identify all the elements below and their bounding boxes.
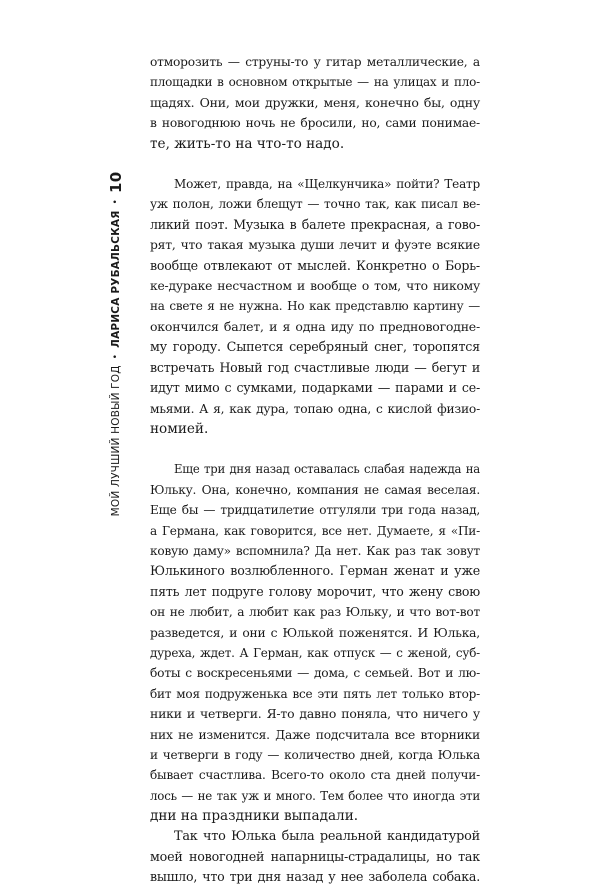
text-line: идут мимо с сумками, подарками — парами и се- xyxy=(150,380,480,396)
paragraph xyxy=(150,52,480,154)
text-line: он не любит, а любит как раз Юльку, и что вот-вот xyxy=(150,605,480,620)
text-line: рят, что такая музыка души лечит и фуэте всякие xyxy=(150,238,480,253)
text-line: них не изменится. Даже подсчитала все вторники xyxy=(150,727,480,742)
text-line: разведется, и они с Юлькой поженятся. И Юлька, xyxy=(150,625,480,640)
text-line: и четверги в году — количество дней, когда Юлька xyxy=(150,748,480,762)
page-body-text xyxy=(150,52,480,888)
text-line: бывает счастлива. Всего-то около ста дней получи- xyxy=(150,768,480,783)
text-line: в новогоднюю ночь не бросили, но, сами понимае- xyxy=(150,116,480,131)
text-line: дни на праздники выпадали. xyxy=(150,808,359,825)
text-line: на свете я не нужна. Но как представлю картину — xyxy=(150,299,480,314)
paragraph xyxy=(150,827,480,888)
paragraph xyxy=(150,459,480,826)
text-line: Еще три дня назад оставалась слабая надежда на xyxy=(174,462,480,477)
text-line: бит моя подруженька все эти пять лет только втор- xyxy=(150,686,480,701)
text-line: вообще отвлекают от мыслей. Конкретно о Борь- xyxy=(150,257,480,273)
text-line: Еще бы — тридцатилетие отгуляли три года назад, xyxy=(150,503,480,518)
paragraph-gap xyxy=(150,439,480,459)
text-line: щадях. Они, мои дружки, меня, конечно бы, одну xyxy=(150,94,480,110)
text-line: лось — не так уж и много. Тем более что иногда эти xyxy=(150,788,480,803)
text-line: те, жить-то на что-то надо. xyxy=(150,135,345,152)
text-line: а Германа, как говорится, все нет. Думаете, я «Пи- xyxy=(150,523,480,538)
text-line: ке-дураке несчастном и вообще о том, что никому xyxy=(150,279,480,294)
text-line: площадки в основном открытые — на улицах и пло- xyxy=(150,75,480,90)
text-line: вышло, что три дня назад у нее заболела собака. xyxy=(150,869,480,885)
text-line: дуреха, ждет. А Герман, как отпуск — с женой, суб- xyxy=(150,645,480,660)
paragraph xyxy=(150,174,480,439)
separator-dot: • xyxy=(111,198,121,205)
text-line: Может, правда, на «Щелкунчика» пойти? Театр xyxy=(174,177,480,192)
text-line: Юльку. Она, конечно, компания не самая веселая. xyxy=(150,482,480,497)
text-line: ники и четверги. Я-то давно поняла, что ничего у xyxy=(150,706,480,722)
text-line: му городу. Сыпется серебряный снег, торопятся xyxy=(150,339,480,355)
paragraph-gap xyxy=(150,154,480,174)
book-series-title: МОЙ ЛУЧШИЙ НОВЫЙ ГОД xyxy=(110,365,122,517)
text-line: мьями. А я, как дура, топаю одна, с кислой физио- xyxy=(150,401,480,416)
text-line: Так что Юлька была реальной кандидатурой xyxy=(174,828,480,844)
page-number: 10 xyxy=(107,171,125,193)
text-line: моей новогодней напарницы-страдалицы, но так xyxy=(150,849,480,865)
text-line: окончился балет, и я одна иду по предновогодне- xyxy=(150,318,480,334)
running-head-text xyxy=(107,172,125,517)
text-line: ковую даму» вспомнила? Да нет. Как раз так зовут xyxy=(150,543,480,558)
text-line: отморозить — струны-то у гитар металлические, а xyxy=(150,55,480,69)
text-line: уж полон, ложи блещут — точно так, как писал ве- xyxy=(150,197,480,212)
text-line: пять лет подруге голову морочит, что жену свою xyxy=(150,583,480,599)
text-line: боты с воскресеньями — дома, с семьей. Вот и лю- xyxy=(150,666,480,681)
text-line: ликий поэт. Музыка в балете прекрасная, а гово- xyxy=(150,216,480,232)
separator-dot: • xyxy=(111,353,121,360)
text-line: встречать Новый год счастливые люди — бегут и xyxy=(150,359,480,375)
text-line: номией. xyxy=(150,420,209,437)
author-name: ЛАРИСА РУБАЛЬСКАЯ xyxy=(110,210,122,348)
text-line: Юлькиного возлюбленного. Герман женат и уже xyxy=(150,563,480,579)
